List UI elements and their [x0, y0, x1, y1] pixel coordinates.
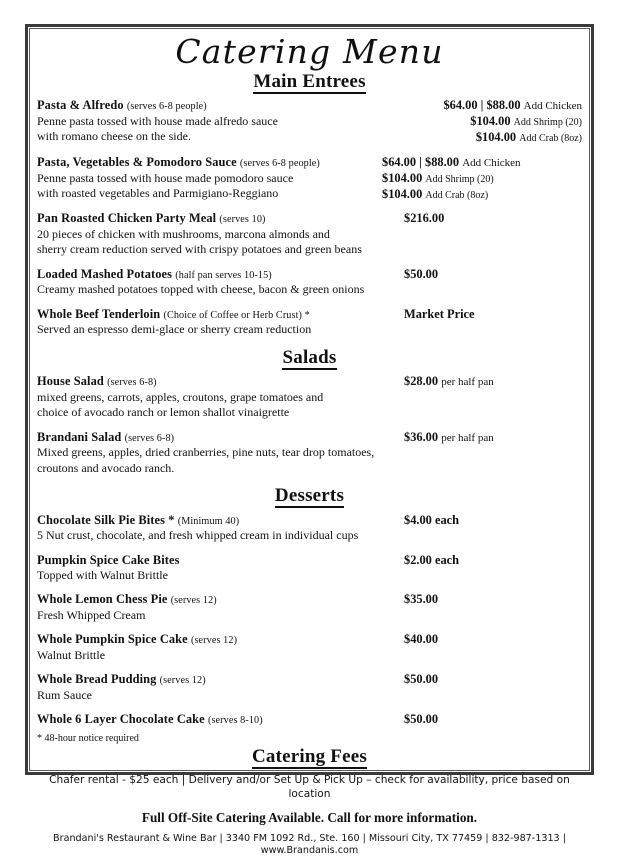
- section-heading-label: Main Entrees: [253, 70, 366, 92]
- menu-item-price: $104.00: [475, 130, 517, 145]
- menu-item-description-line: croutons and avocado ranch.: [37, 460, 175, 475]
- menu-item-price-line: [382, 155, 582, 171]
- menu-item-name-text: Whole Lemon Chess Pie: [37, 592, 168, 607]
- menu-item-name-text: Pumpkin Spice Cake Bites: [37, 552, 180, 567]
- menu-item-price-qualifier: per half pan: [441, 431, 494, 444]
- menu-item-description-line: Penne pasta tossed with house made pomodoro sauce: [37, 170, 294, 185]
- menu-item-description-line: Fresh Whipped Cream: [37, 608, 146, 623]
- menu-item-details: [37, 553, 180, 584]
- menu-item-price-line: [382, 171, 582, 187]
- menu-item-name: [37, 430, 374, 446]
- menu-item-price-block: [404, 430, 582, 446]
- menu-item-price-qualifier: Add Crab (8oz): [425, 189, 489, 201]
- section-heading-label: Salads: [282, 346, 337, 368]
- menu-item-price: $50.00: [404, 672, 439, 687]
- menu-content: [35, 30, 584, 856]
- menu-item-price: $2.00 each: [404, 552, 460, 567]
- menu-item-name-text: Chocolate Silk Pie Bites *: [37, 512, 175, 527]
- menu-item-price: $35.00: [404, 592, 439, 607]
- menu-sections: [37, 71, 582, 729]
- menu-item-price-line: [382, 187, 582, 203]
- menu-item-serves: (half pan serves 10-15): [175, 269, 272, 281]
- menu-item-serves: (serves 6-8): [107, 377, 157, 389]
- menu-item-price-block: [404, 592, 582, 608]
- menu-item: [37, 211, 582, 257]
- menu-item-description-line: Topped with Walnut Brittle: [37, 568, 168, 583]
- page-title: Catering Menu: [175, 32, 444, 71]
- menu-item-price-block: [382, 155, 582, 202]
- menu-item-price-block: [382, 98, 582, 145]
- menu-item-details: [37, 632, 237, 663]
- menu-item-name-text: House Salad: [37, 374, 104, 389]
- menu-item: [37, 632, 582, 663]
- menu-item-name-text: Whole Bread Pudding: [37, 672, 157, 687]
- menu-item-price: $104.00: [470, 114, 511, 129]
- menu-item-price-line: [404, 712, 582, 728]
- menu-item-price-block: [404, 672, 582, 688]
- menu-item-price: $28.00: [404, 374, 439, 389]
- menu-item-price: $216.00: [404, 211, 445, 226]
- menu-item: [37, 672, 582, 703]
- menu-item-serves: (serves 6-8 people): [126, 101, 207, 113]
- menu-item: [37, 712, 582, 728]
- menu-item-serves: (serves 6-8): [124, 432, 175, 444]
- menu-item-name: [37, 98, 278, 114]
- menu-item-price-block: [404, 553, 582, 569]
- menu-item-price: $104.00: [382, 170, 423, 185]
- menu-item-serves: (Choice of Coffee or Herb Crust) *: [163, 309, 310, 321]
- menu-item-name: [37, 513, 358, 529]
- menu-item-serves: (serves 12): [159, 675, 206, 687]
- menu-item-name-text: Pan Roasted Chicken Party Meal: [37, 211, 217, 226]
- menu-item: [37, 553, 582, 584]
- menu-item-name-text: Whole Pumpkin Spice Cake: [37, 632, 188, 647]
- menu-item-price-line: [404, 592, 582, 608]
- catering-fees-line: Chafer rental - $25 each | Delivery and/or Set Up & Pick Up – check for availability, price based on location: [49, 773, 570, 800]
- menu-item-description-line: Penne pasta tossed with house made alfredo sauce: [37, 114, 278, 129]
- menu-item-details: [37, 307, 311, 338]
- menu-item-price-block: [404, 632, 582, 648]
- menu-item-price-line: [404, 267, 582, 283]
- menu-item-details: [37, 98, 278, 144]
- menu-item-serves: (serves 6-8 people): [239, 157, 320, 169]
- menu-item-serves: (serves 12): [190, 635, 238, 647]
- menu-item: [37, 155, 582, 202]
- menu-item-price-qualifier: per half pan: [441, 376, 494, 389]
- menu-item-serves: (Minimum 40): [177, 515, 240, 527]
- menu-item-name: [37, 211, 362, 227]
- menu-item-name: [37, 155, 320, 171]
- menu-item-price-line: [404, 672, 582, 688]
- menu-item: [37, 374, 582, 420]
- menu-item-price-qualifier: Add Shrimp (20): [425, 173, 494, 185]
- menu-item-name: [37, 672, 206, 688]
- menu-item-price: $64.00 | $88.00: [382, 154, 460, 169]
- menu-item-details: [37, 430, 374, 476]
- menu-item-description-line: 5 Nut crust, chocolate, and fresh whipped cream in individual cups: [37, 528, 359, 543]
- menu-item-price-line: [404, 553, 582, 569]
- menu-item: [37, 98, 582, 145]
- menu-item-price-line: [404, 211, 582, 227]
- menu-item-details: [37, 211, 362, 257]
- menu-item-price-line: [404, 430, 582, 446]
- menu-item-price: $36.00: [404, 429, 439, 444]
- menu-item-price-block: [404, 307, 582, 323]
- menu-item-price-block: [404, 513, 582, 529]
- menu-item-price-qualifier: Add Chicken: [462, 156, 521, 169]
- menu-item-price-line: [382, 98, 582, 114]
- menu-item-price: $4.00 each: [404, 512, 460, 527]
- menu-item-price-block: [404, 374, 582, 390]
- menu-item-details: [37, 155, 320, 201]
- footer-address: Brandani's Restaurant & Wine Bar | 3340 FM 1092 Rd., Ste. 160 | Missouri City, TX 77459 | 832-987-1313 | www.Brandanis.com: [53, 832, 566, 856]
- menu-item-details: [37, 592, 217, 623]
- section-heading-main-entrees: [37, 71, 582, 93]
- menu-item-price: $64.00 | $88.00: [443, 98, 521, 113]
- menu-item-description-line: with romano cheese on the side.: [37, 129, 191, 144]
- menu-item-name: [37, 712, 263, 728]
- menu-item: [37, 513, 582, 544]
- menu-item-description-line: Mixed greens, apples, dried cranberries, pine nuts, tear drop tomatoes,: [37, 445, 375, 460]
- menu-item-description-line: 20 pieces of chicken with mushrooms, marcona almonds and: [37, 227, 330, 242]
- menu-item-price-block: [404, 211, 582, 227]
- menu-item-name: [37, 267, 364, 283]
- menu-item: [37, 430, 582, 476]
- menu-item-price-block: [404, 267, 582, 283]
- section-heading-label: Desserts: [274, 484, 345, 506]
- menu-item-details: [37, 267, 364, 298]
- menu-item-description-line: Creamy mashed potatoes topped with cheese, bacon & green onions: [37, 282, 365, 297]
- menu-item: [37, 307, 582, 338]
- menu-item-description-line: Walnut Brittle: [37, 648, 106, 663]
- menu-item-price-line: [404, 632, 582, 648]
- section-heading-salads: [37, 347, 582, 369]
- menu-item-price: $50.00: [404, 266, 439, 281]
- menu-item-name: [37, 632, 237, 648]
- menu-item-name: [37, 374, 323, 390]
- menu-item-name-text: Loaded Mashed Potatoes: [37, 266, 173, 281]
- menu-item-price-block: [404, 712, 582, 728]
- menu-item-price-qualifier: Add Chicken: [523, 100, 582, 113]
- menu-item-name-text: Pasta & Alfredo: [37, 98, 124, 113]
- menu-item-description-line: mixed greens, carrots, apples, croutons, grape tomatoes and: [37, 390, 324, 405]
- section-heading-label: Catering Fees: [252, 746, 367, 768]
- menu-item-name: [37, 592, 217, 608]
- tagline: Full Off-Site Catering Available. Call for more information.: [141, 809, 478, 825]
- menu-item-description-line: choice of avocado ranch or lemon shallot vinaigrette: [37, 405, 290, 420]
- section-heading-desserts: [37, 485, 582, 507]
- menu-item-price-qualifier: Add Shrimp (20): [513, 117, 582, 129]
- menu-item-description-line: sherry cream reduction served with crispy potatoes and green beans: [37, 242, 362, 257]
- menu-item: [37, 267, 582, 298]
- menu-item-price-line: [382, 114, 582, 130]
- menu-item-details: [37, 513, 358, 544]
- menu-item-serves: (serves 10): [219, 214, 266, 226]
- menu-item-description-line: Served an espresso demi-glace or sherry cream reduction: [37, 322, 312, 337]
- menu-item-details: [37, 672, 206, 703]
- menu-item-name-text: Brandani Salad: [37, 429, 122, 444]
- menu-item: [37, 592, 582, 623]
- menu-item-price-line: [382, 130, 582, 146]
- menu-item-price: Market Price: [404, 306, 475, 321]
- menu-item-name-text: Whole Beef Tenderloin: [37, 306, 161, 321]
- menu-item-details: [37, 712, 263, 728]
- menu-item-name: [37, 553, 180, 569]
- section-heading-catering-fees: [37, 746, 582, 768]
- menu-item-price-line: [404, 374, 582, 390]
- menu-item-serves: (serves 12): [170, 595, 217, 607]
- menu-item-description-line: Rum Sauce: [37, 688, 92, 703]
- menu-item-name-text: Pasta, Vegetables & Pomodoro Sauce: [37, 154, 237, 169]
- menu-item-description-line: with roasted vegetables and Parmigiano-Reggiano: [37, 185, 279, 200]
- menu-item-name-text: Whole 6 Layer Chocolate Cake: [37, 712, 205, 727]
- menu-item-price: $40.00: [404, 632, 439, 647]
- menu-item-price: $104.00: [382, 186, 423, 201]
- menu-item-details: [37, 374, 323, 420]
- menu-item-name: [37, 307, 311, 323]
- menu-item-price-line: [404, 307, 582, 323]
- menu-item-price-line: [404, 513, 582, 529]
- menu-item-serves: (serves 8-10): [207, 715, 263, 727]
- footnote: * 48-hour notice required: [37, 733, 139, 745]
- menu-item-price-qualifier: Add Crab (8oz): [519, 133, 582, 145]
- menu-item-price: $50.00: [404, 712, 439, 727]
